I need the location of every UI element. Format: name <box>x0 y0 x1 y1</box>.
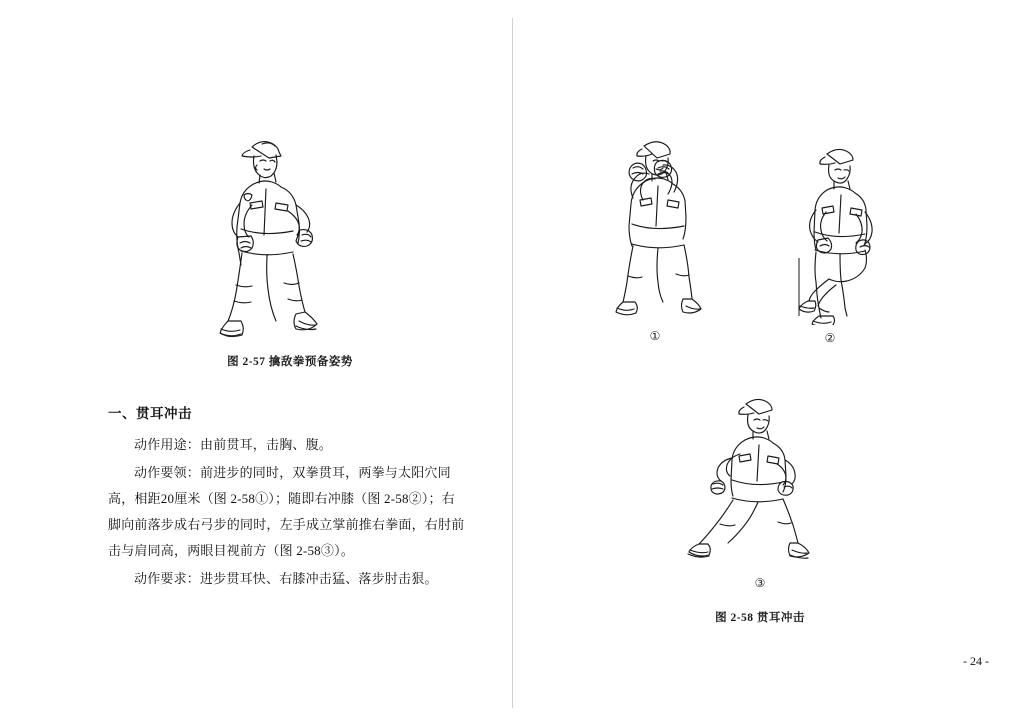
standing-boxing-guard-figure <box>190 125 390 345</box>
body-text-column <box>108 402 468 594</box>
paragraph-key-points: 动作要领：前进步的同时，双拳贯耳，两拳与太阳穴同高，相距20厘米（图 2-58①）；随即右冲膝（图 2-58②）；右脚向前落步成右弓步的同时，左手成立掌前推右拳面，右肘前击与肩同高，两眼目视前方（图 2-58③）。 <box>108 465 465 558</box>
paragraph-requirements: 动作要求：进步贯耳快、右膝冲击猛、落步肘击狠。 <box>134 571 438 586</box>
right-knee-strike-figure <box>775 140 885 325</box>
figure-2-57-caption: 图 2-57 擒敌拳预备姿势 <box>227 356 353 368</box>
figure-2-58-2 <box>775 140 885 346</box>
figure-2-58-caption: 图 2-58 贯耳冲击 <box>715 612 805 624</box>
figure-2-58-3-number: ③ <box>754 576 766 590</box>
page-spine-divider <box>512 18 513 708</box>
figure-2-58-2-number: ② <box>824 331 836 345</box>
figure-2-58-3 <box>660 392 860 625</box>
double-punch-to-ears-figure <box>600 128 710 323</box>
bow-stance-elbow-strike-figure <box>660 392 860 572</box>
page-number: - 24 - <box>963 654 989 668</box>
figure-2-58-1 <box>600 128 710 344</box>
figure-2-58-1-number: ① <box>649 329 661 343</box>
paragraph-purpose: 动作用途：由前贯耳，击胸、腹。 <box>134 437 333 452</box>
section-title: 一、贯耳冲击 <box>108 406 192 421</box>
figure-2-57 <box>190 125 390 369</box>
